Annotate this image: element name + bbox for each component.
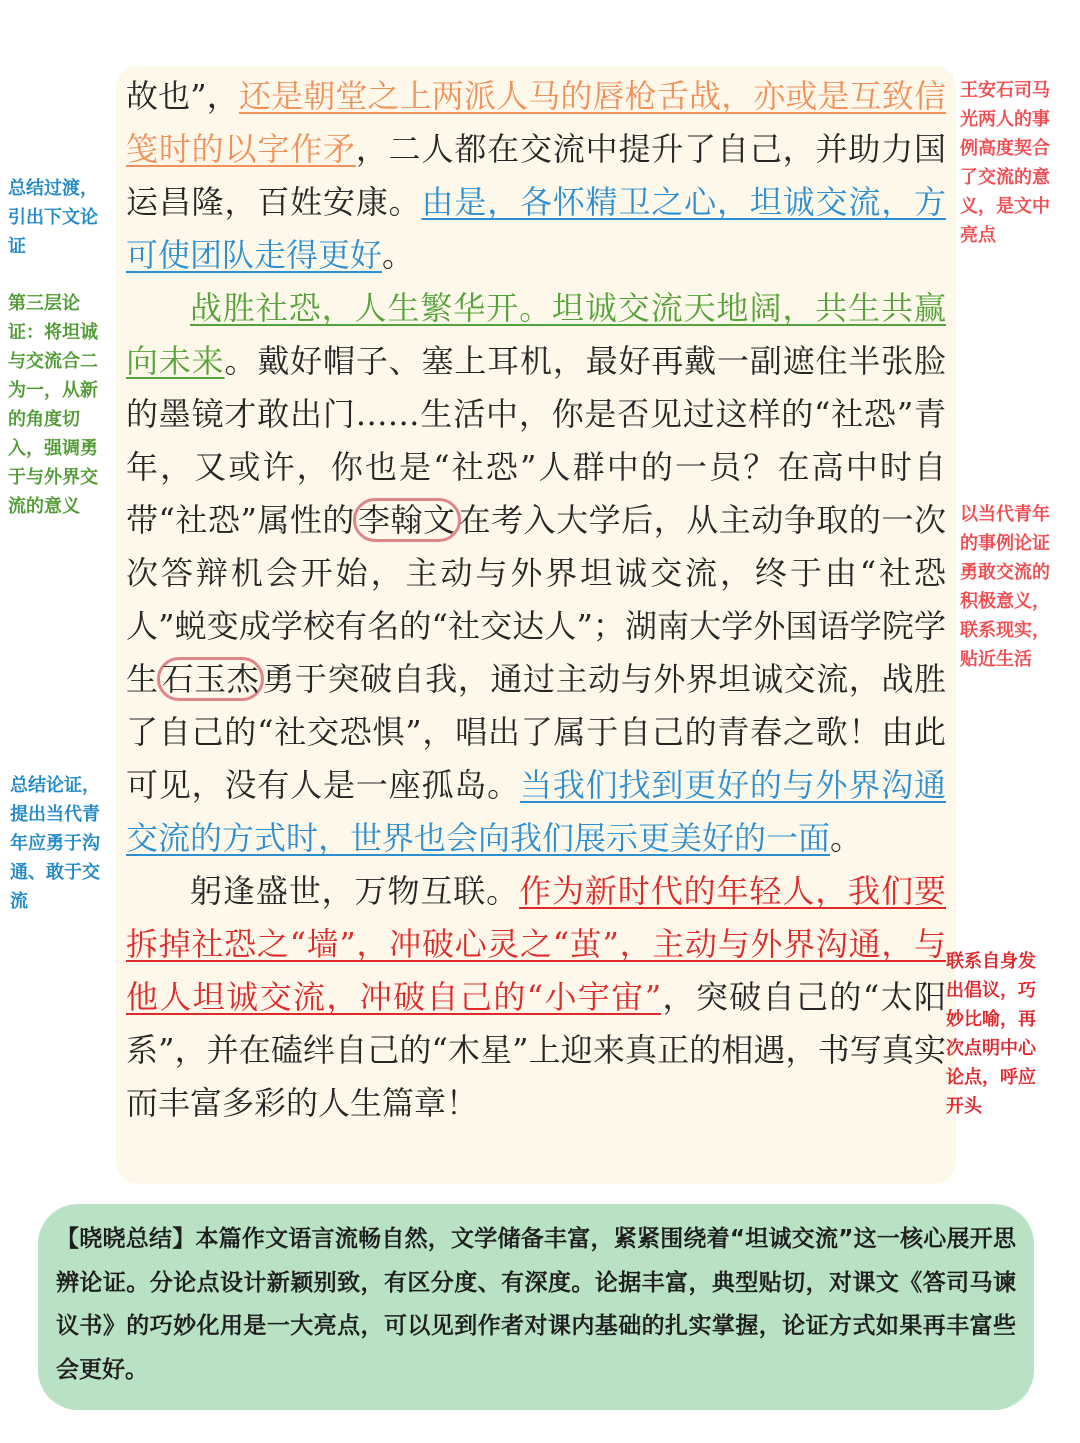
essay-text bbox=[126, 70, 946, 1130]
annotation-transition: 总结过渡， 引出下文论 证 bbox=[8, 178, 98, 257]
essay-text-run: 在考入大学后，从主动争取的一次次答辩机会开始，主动与外界坦诚交流，终于由“社恐人”蜕变成学校有名的“社交达人”；湖南大学外国语学院学生 bbox=[126, 501, 946, 698]
highlight-red: 作为新时代的年轻人，我们要拆掉社恐之“墙”，冲破心灵之“茧”，主动与外界沟通，与他人坦诚交流，冲破自己的“小宇宙” bbox=[126, 872, 946, 1016]
essay-text-run: 躬逢盛世，万物互联。 bbox=[190, 872, 520, 910]
summary-box bbox=[38, 1204, 1034, 1410]
essay-text-run: 。戴好帽子、塞上耳机，最好再戴一副遮住半张脸的墨镜才敢出门……生活中，你是否见过这样的“社恐”青年，又或许，你也是“社恐”人群中的一员？在高中时自带“社恐”属性的 bbox=[126, 342, 946, 539]
circled-name: 李翰文 bbox=[353, 498, 461, 542]
essay-text-run: ，突破自己的“太阳系”，并在磕绊自己的“木星”上迎来真正的相遇，书写真实而丰富多彩的人生篇章！ bbox=[126, 978, 946, 1122]
essay-text-run: 。 bbox=[382, 236, 415, 274]
essay-text-run: 故也”， bbox=[126, 77, 239, 115]
highlight-green: 战胜社恐，人生繁华开。坦诚交流天地阔，共生共赢向未来 bbox=[126, 289, 946, 380]
annotation-conclusion: 总结论证， 提出当代青 年应勇于沟 通、敢于交 流 bbox=[10, 775, 100, 912]
annotation-modern-example: 以当代青年 的事例论证 勇敢交流的 积极意义， 联系现实， 贴近生活 bbox=[960, 504, 1050, 670]
summary-text: 【晓晓总结】本篇作文语言流畅自然，文学储备丰富，紧紧围绕着“坦诚交流”这一核心展开思辨论证。分论点设计新颖别致，有区分度、有深度。论据丰富，典型贴切，对课文《答司马谏议书》的巧妙化用是一大亮点，可以见到作者对课内基础的扎实掌握，论证方式如果再丰富些会更好。 bbox=[56, 1226, 1016, 1383]
essay-paragraph-1 bbox=[126, 70, 946, 282]
highlight-blue: 由是，各怀精卫之心，坦诚交流，方可使团队走得更好 bbox=[126, 183, 946, 274]
essay-paragraph-3 bbox=[126, 865, 946, 1130]
essay-text-run: 勇于突破自我，通过主动与外界坦诚交流，战胜了自己的“社交恐惧”，唱出了属于自己的青春之歌！由此可见，没有人是一座孤岛。 bbox=[126, 660, 946, 804]
essay-text-run: ，二人都在交流中提升了自己，并助力国运昌隆，百姓安康。 bbox=[126, 130, 946, 221]
essay-text-run: 。 bbox=[830, 819, 863, 857]
annotation-call-to-action: 联系自身发 出倡议，巧 妙比喻，再 次点明中心 论点，呼应 开头 bbox=[946, 951, 1036, 1117]
highlight-blue: 当我们找到更好的与外界沟通交流的方式时，世界也会向我们展示更美好的一面 bbox=[126, 766, 946, 857]
circled-name: 石玉杰 bbox=[157, 657, 265, 701]
highlight-orange: 还是朝堂之上两派人马的唇枪舌战，亦或是互致信笺时的以字作矛 bbox=[126, 77, 946, 168]
essay-paragraph-2 bbox=[126, 282, 946, 865]
annotation-example-highlight: 王安石司马 光两人的事 例高度契合 了交流的意 义，是文中 亮点 bbox=[960, 80, 1050, 246]
annotation-third-argument: 第三层论 证：将坦诚 与交流合二 为一，从新 的角度切 入，强调勇 于与外界交 流的意义 bbox=[8, 293, 98, 517]
